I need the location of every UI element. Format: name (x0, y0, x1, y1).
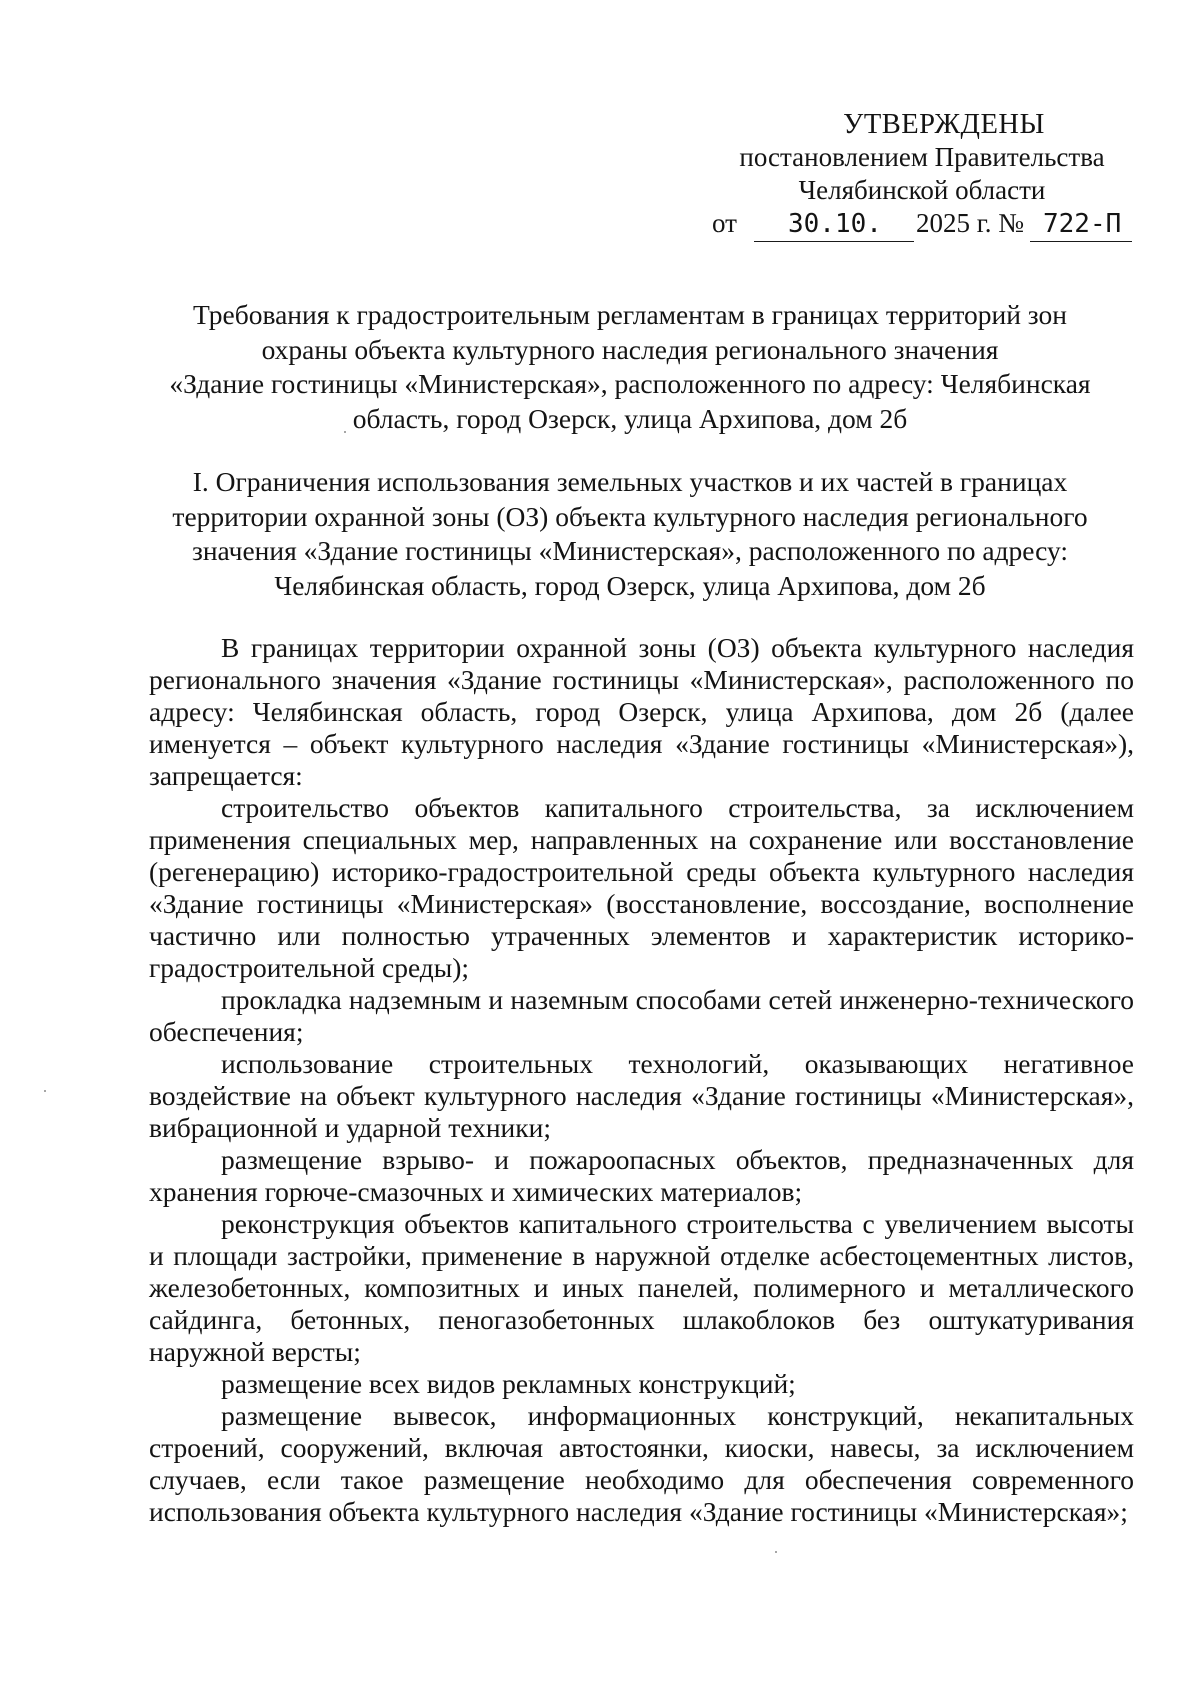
document-body (149, 632, 1134, 1528)
section-title-line: I. Ограничения использования земельных участков и их частей в границах (192, 466, 1068, 497)
document-title-line: «Здание гостиницы «Министерская», расположенного по адресу: Челябинская (169, 368, 1091, 399)
paragraph-restriction: реконструкция объектов капитального строительства с увеличением высоты и площади застройки, применение в наружной отделке асбестоцементных листов, железобетонных, композитных и иных панелей, полимерного и металлического сайдинга, бетонных, пеногазобетонных шлакоблоков без оштукатуривания наружной версты; (149, 1208, 1134, 1367)
paragraph-restriction: размещение всех видов рекламных конструкций; (221, 1368, 796, 1399)
document-title (150, 298, 1110, 436)
approval-stamp (712, 108, 1132, 243)
document-title-line: область, город Озерск, улица Архипова, дом 2б (352, 402, 908, 434)
approval-date-value: 30.10. (788, 209, 882, 239)
section-title (150, 465, 1110, 603)
section-title-line: территории охранной зоны (ОЗ) объекта культурного наследия регионального (172, 500, 1088, 532)
approval-year-label: 2025 г. № (916, 208, 1025, 238)
paragraph-restriction: размещение взрыво- и пожароопасных объектов, предназначенных для хранения горюче-смазочных и химических материалов; (149, 1144, 1134, 1207)
approval-region-line: Челябинской области (798, 175, 1046, 205)
approval-number-underline (1030, 241, 1132, 242)
paragraph-restriction: использование строительных технологий, оказывающих негативное воздействие на объект культурного наследия «Здание гостиницы «Министерская», вибрационной и ударной техники; (149, 1048, 1134, 1143)
document-title-line: охраны объекта культурного наследия регионального значения (261, 333, 999, 365)
paragraph-restriction: прокладка надземным и наземным способами сетей инженерно-технического обеспечения; (149, 984, 1134, 1047)
scan-speck (44, 1090, 46, 1092)
document-title-line: Требования к градостроительным регламентам в границах территорий зон (193, 299, 1067, 330)
section-title-line: значения «Здание гостиницы «Министерская», расположенного по адресу: (191, 535, 1069, 566)
approval-date-prefix: от (712, 208, 737, 238)
paragraph-intro: В границах территории охранной зоны (ОЗ) объекта культурного наследия регионального значения «Здание гостиницы «Министерская», расположенного по адресу: Челябинская область, город Озерск, улица Архипова, дом 2б (далее именуется – объект культурного наследия «Здание гостиницы «Министерская»), запрещается: (149, 632, 1134, 791)
scan-speck (344, 431, 346, 433)
scan-speck (775, 1551, 777, 1553)
approval-number-value: 722-П (1043, 209, 1122, 239)
approval-date-underline (754, 241, 914, 242)
approval-date-line (712, 207, 1132, 243)
section-title-line: Челябинская область, город Озерск, улица Архипова, дом 2б (274, 569, 986, 601)
approval-heading: УТВЕРЖДЕНЫ (843, 109, 1045, 140)
approval-issuer-line: постановлением Правительства (739, 142, 1105, 172)
paragraph-restriction: строительство объектов капитального строительства, за исключением применения специальных мер, направленных на сохранение или восстановление (регенерацию) историко-градостроительной среды объекта культурного наследия «Здание гостиницы «Министерская» (восстановление, воссоздание, восполнение частично или полностью утраченных элементов и характеристик историко-градостроительной среды); (149, 792, 1134, 983)
paragraph-restriction: размещение вывесок, информационных конструкций, некапитальных строений, сооружений, включая автостоянки, киоски, навесы, за исключением случаев, если такое размещение необходимо для обеспечения современного использования объекта культурного наследия «Здание гостиницы «Министерская»; (149, 1400, 1134, 1527)
